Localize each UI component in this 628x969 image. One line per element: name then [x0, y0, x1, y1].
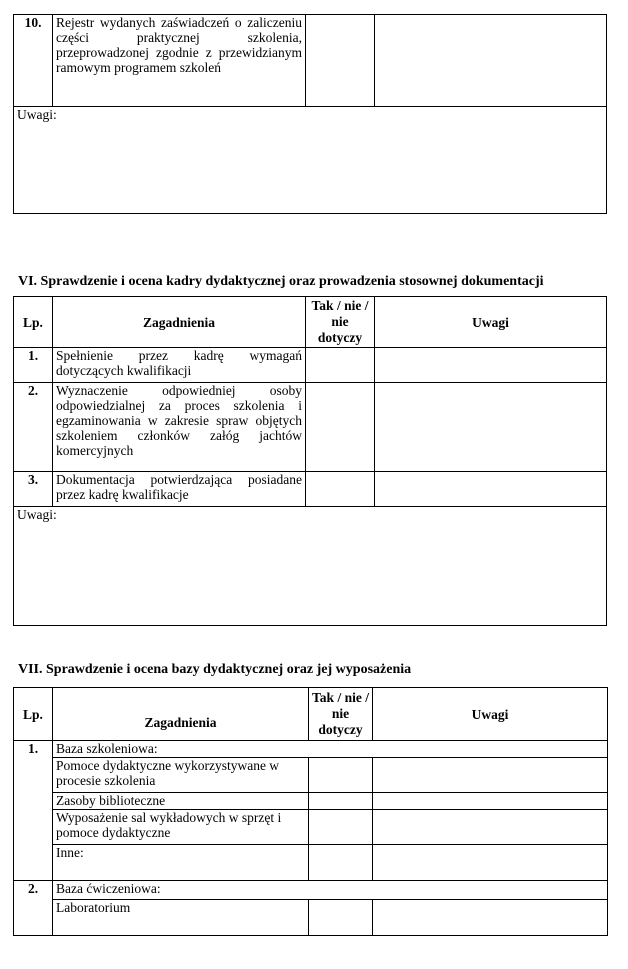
header-yesno: Tak / nie / nie dotyczy: [309, 688, 373, 741]
row-topic: Zasoby biblioteczne: [53, 793, 309, 810]
yesno-cell[interactable]: [309, 793, 373, 810]
remarks-cell[interactable]: [375, 15, 607, 107]
section6-table: [13, 296, 607, 626]
group-row: [14, 881, 608, 900]
yesno-cell[interactable]: [306, 383, 375, 472]
header-remarks: Uwagi: [373, 688, 608, 741]
row-topic: Rejestr wydanych zaświadczeń o zaliczeniu części praktycznej szkolenia, przeprowadzonej zgodnie z przewidzianym ramowym programem szkoleń: [53, 15, 306, 107]
header-row: [14, 297, 607, 348]
header-topic: Zagadnienia: [53, 297, 306, 348]
remarks-cell[interactable]: [373, 793, 608, 810]
remarks-cell[interactable]: [373, 758, 608, 793]
header-lp: Lp.: [14, 297, 53, 348]
row-topic: Wyposażenie sal wykładowych w sprzęt i pomoce dydaktyczne: [53, 810, 309, 845]
row-topic: Pomoce dydaktyczne wykorzystywane w procesie szkolenia: [53, 758, 309, 793]
table-row: [14, 472, 607, 507]
row-number: 1.: [14, 348, 53, 383]
row-topic: Wyznaczenie odpowiedniej osoby odpowiedzialnej za proces szkolenia i egzaminowania w zakresie spraw objętych szkoleniem członków załóg jachtów komercyjnych: [53, 383, 306, 472]
remarks-cell[interactable]: [373, 845, 608, 881]
remarks-cell[interactable]: [375, 472, 607, 507]
group-row: [14, 741, 608, 758]
row-number: 1.: [14, 741, 53, 881]
table-row: [14, 383, 607, 472]
group-title: Baza szkoleniowa:: [53, 741, 608, 758]
table-row: [14, 758, 608, 793]
yesno-cell[interactable]: [309, 810, 373, 845]
header-remarks: Uwagi: [375, 297, 607, 348]
section7-table: [13, 687, 608, 936]
row-topic: Spełnienie przez kadrę wymagań dotyczących kwalifikacji: [53, 348, 306, 383]
header-lp: Lp.: [14, 688, 53, 741]
section-title: VI. Sprawdzenie i ocena kadry dydaktycznej oraz prowadzenia stosownej dokumentacji: [18, 274, 544, 289]
header-yesno: Tak / nie / nie dotyczy: [306, 297, 375, 348]
header-topic: Zagadnienia: [53, 688, 309, 741]
table-row: [14, 900, 608, 936]
row-topic: Inne:: [53, 845, 309, 881]
row-topic: Dokumentacja potwierdzająca posiadane przez kadrę kwalifikacje: [53, 472, 306, 507]
remarks-label[interactable]: Uwagi:: [14, 107, 607, 214]
top-table: [13, 14, 607, 214]
table-row: [14, 810, 608, 845]
row-number: 2.: [14, 383, 53, 472]
header-row: [14, 688, 608, 741]
group-title: Baza ćwiczeniowa:: [53, 881, 608, 900]
yesno-cell[interactable]: [306, 15, 375, 107]
yesno-cell[interactable]: [309, 900, 373, 936]
remarks-cell[interactable]: [373, 810, 608, 845]
row-number: 10.: [14, 15, 53, 107]
yesno-cell[interactable]: [306, 348, 375, 383]
row-number: 3.: [14, 472, 53, 507]
table-row: [14, 15, 607, 107]
remarks-row: [14, 507, 607, 626]
yesno-cell[interactable]: [306, 472, 375, 507]
table-row: [14, 793, 608, 810]
yesno-cell[interactable]: [309, 758, 373, 793]
remarks-label[interactable]: Uwagi:: [14, 507, 607, 626]
table-row: [14, 845, 608, 881]
yesno-cell[interactable]: [309, 845, 373, 881]
remarks-row: [14, 107, 607, 214]
remarks-cell[interactable]: [375, 383, 607, 472]
remarks-cell[interactable]: [375, 348, 607, 383]
row-topic: Laboratorium: [53, 900, 309, 936]
table-row: [14, 348, 607, 383]
remarks-cell[interactable]: [373, 900, 608, 936]
section-title: VII. Sprawdzenie i ocena bazy dydaktycznej oraz jej wyposażenia: [18, 662, 412, 677]
row-number: 2.: [14, 881, 53, 936]
